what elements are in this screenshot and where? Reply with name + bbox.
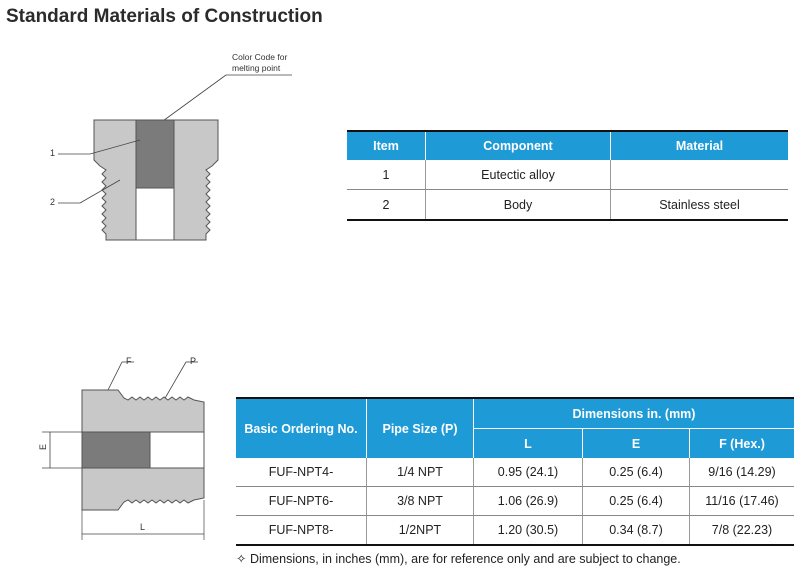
plug-upper-body	[82, 390, 204, 432]
footnote-marker-icon: ✧	[236, 552, 247, 566]
dim-label-e: E	[38, 443, 48, 450]
subheader-l: L	[474, 429, 583, 459]
cell-material	[611, 160, 789, 190]
footnote-text: Dimensions, in inches (mm), are for reference only and are subject to change.	[249, 552, 681, 566]
cell-f-hex: 11/16 (17.46)	[690, 487, 795, 516]
dim-label-p: P	[190, 356, 197, 366]
dim-label-f: F	[126, 356, 132, 366]
table-row	[236, 516, 794, 546]
cell-e: 0.25 (6.4)	[583, 487, 690, 516]
table-row	[236, 487, 794, 516]
cell-l: 0.95 (24.1)	[474, 458, 583, 487]
materials-table	[347, 130, 788, 221]
cell-pipe-size: 1/4 NPT	[367, 458, 474, 487]
part-label-2: 2	[50, 197, 56, 207]
subheader-e: E	[583, 429, 690, 459]
subheader-f-hex: F (Hex.)	[690, 429, 795, 459]
cell-e: 0.34 (8.7)	[583, 516, 690, 546]
cell-ordering-no: FUF-NPT6-	[236, 487, 367, 516]
cell-f-hex: 7/8 (22.23)	[690, 516, 795, 546]
alloy-insert	[82, 432, 150, 468]
cell-component: Body	[426, 190, 611, 221]
plug-body-left	[94, 120, 136, 240]
cell-f-hex: 9/16 (14.29)	[690, 458, 795, 487]
eutectic-alloy-insert	[136, 120, 174, 188]
header-component: Component	[426, 131, 611, 160]
header-dimensions: Dimensions in. (mm)	[474, 398, 795, 429]
table-row	[347, 160, 788, 190]
header-item: Item	[347, 131, 426, 160]
page-title: Standard Materials of Construction	[6, 6, 323, 27]
cell-e: 0.25 (6.4)	[583, 458, 690, 487]
plug-lower-body	[82, 468, 204, 510]
header-pipe-size: Pipe Size (P)	[367, 398, 474, 458]
cell-material: Stainless steel	[611, 190, 789, 221]
cell-component: Eutectic alloy	[426, 160, 611, 190]
table-row	[236, 458, 794, 487]
header-material: Material	[611, 131, 789, 160]
plug-body-right	[174, 120, 218, 240]
footnote	[236, 551, 681, 566]
header-ordering-no: Basic Ordering No.	[236, 398, 367, 458]
cell-item: 2	[347, 190, 426, 221]
leader-p	[164, 362, 186, 400]
dim-label-l: L	[140, 522, 146, 532]
cell-pipe-size: 1/2NPT	[367, 516, 474, 546]
plug-cross-section-drawing	[40, 48, 288, 248]
bore-opening	[150, 432, 204, 468]
cell-item: 1	[347, 160, 426, 190]
plug-bore	[136, 188, 174, 240]
table-row	[347, 190, 788, 221]
callout-melting-point: melting point	[232, 63, 281, 73]
ordering-header-row	[236, 398, 794, 429]
cell-ordering-no: FUF-NPT8-	[236, 516, 367, 546]
cell-ordering-no: FUF-NPT4-	[236, 458, 367, 487]
leader-f	[108, 362, 122, 390]
callout-leader	[156, 75, 226, 126]
callout-color-code: Color Code for	[232, 52, 288, 62]
part-label-1: 1	[50, 148, 56, 158]
plug-dimension-drawing	[28, 350, 228, 550]
cell-l: 1.20 (30.5)	[474, 516, 583, 546]
materials-header-row	[347, 131, 788, 160]
cell-l: 1.06 (26.9)	[474, 487, 583, 516]
ordering-table	[236, 397, 794, 546]
cell-pipe-size: 3/8 NPT	[367, 487, 474, 516]
